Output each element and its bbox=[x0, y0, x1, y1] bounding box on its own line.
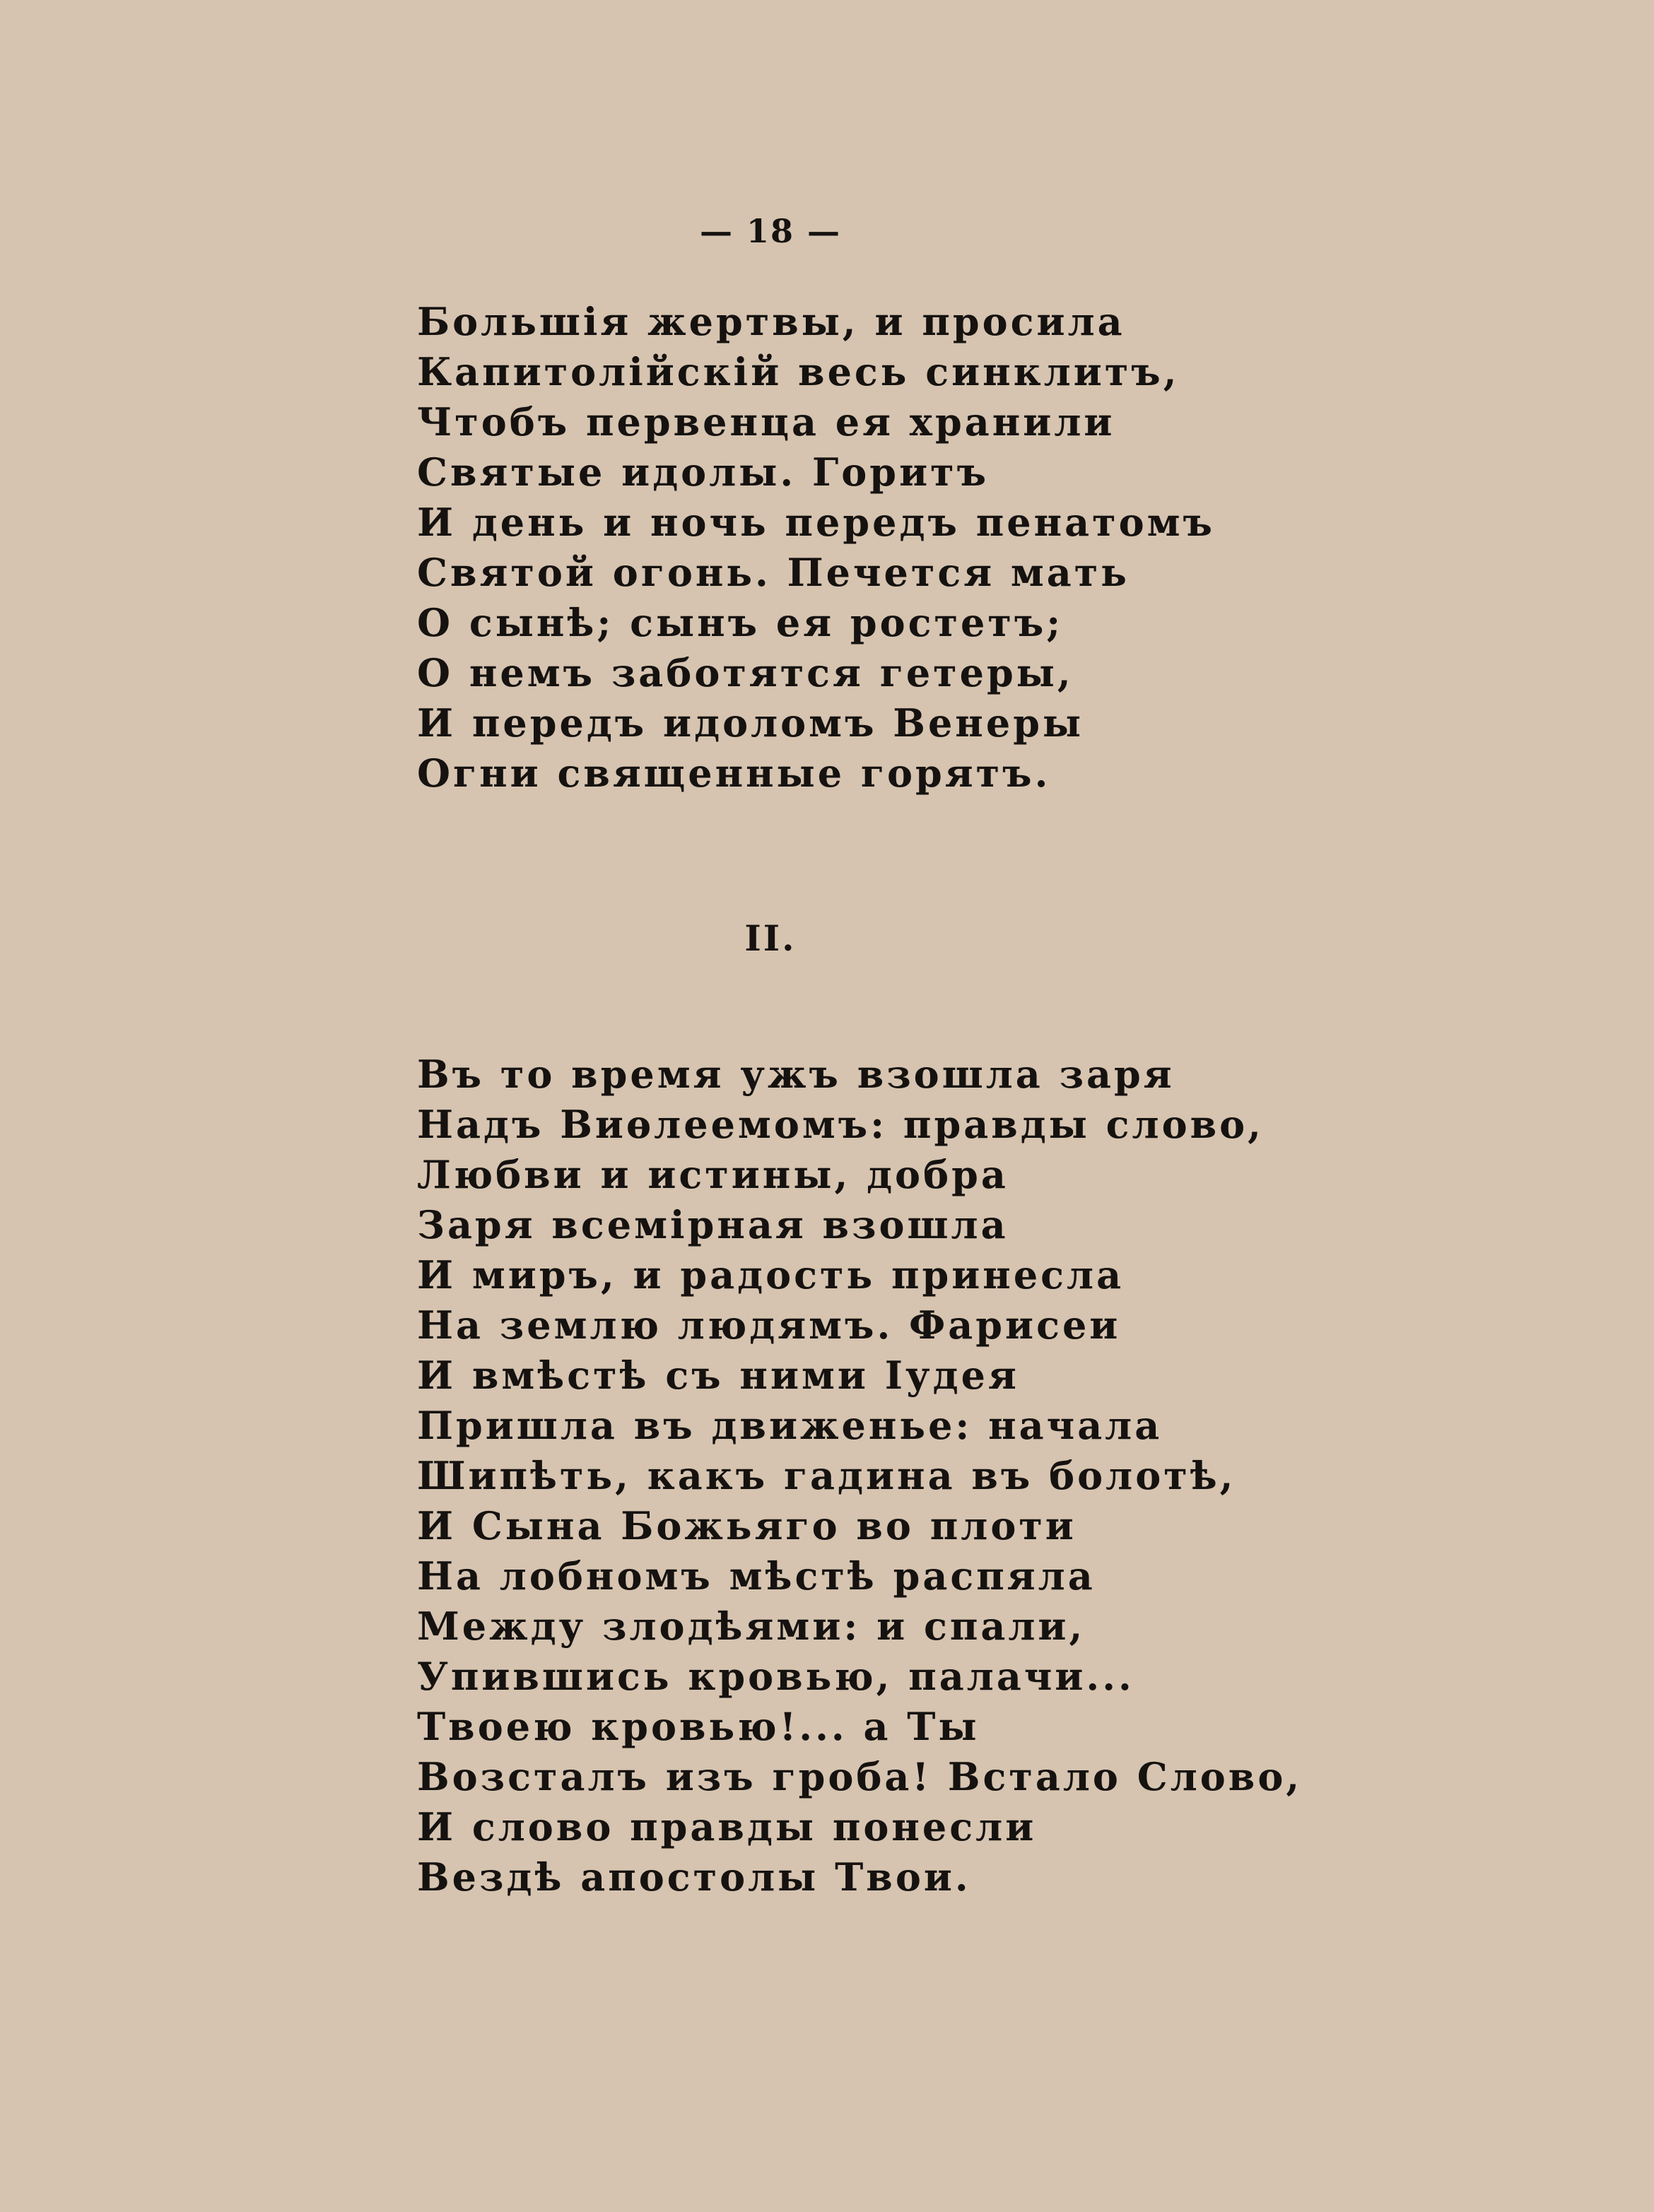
poem-line: И слово правды понесли bbox=[417, 1804, 1037, 1849]
poem-line: На лобномъ мѣстѣ распяла bbox=[417, 1553, 1096, 1599]
poem-line: Упившись кровью, палачи... bbox=[417, 1654, 1134, 1699]
poem-line: И Сына Божьяго во плоти bbox=[417, 1503, 1077, 1548]
poem-line: Шипѣть, какъ гадина въ болотѣ, bbox=[417, 1453, 1236, 1498]
poem-line: Пришла въ движенье: начала bbox=[417, 1403, 1163, 1448]
poem-line: Заря всемірная взошла bbox=[417, 1202, 1009, 1247]
poem-line: И вмѣстѣ съ ними Іудея bbox=[417, 1353, 1019, 1398]
poem-line: Вездѣ апостолы Твои. bbox=[417, 1854, 971, 1900]
poem-line: Святой огонь. Печется мать bbox=[417, 550, 1130, 595]
poem-line: И день и ночь передъ пенатомъ bbox=[417, 500, 1215, 545]
poem-line: Огни священные горятъ. bbox=[417, 751, 1051, 796]
poem-line: И миръ, и радость принесла bbox=[417, 1252, 1125, 1298]
poem-line: Капитолійскій весь синклитъ, bbox=[417, 349, 1180, 394]
poem-line: Надъ Виѳлеемомъ: правды слово, bbox=[417, 1102, 1264, 1147]
poem-line: Твоею кровью!... а Ты bbox=[417, 1704, 980, 1749]
poem-line: Большія жертвы, и просила bbox=[417, 299, 1125, 344]
poem-line: О немъ заботятся гетеры, bbox=[417, 650, 1074, 695]
poem-stanza-1 bbox=[417, 297, 1619, 799]
poem-line: Возсталъ изъ гроба! Встало Слово, bbox=[417, 1754, 1303, 1799]
poem-line: Любви и истины, добра bbox=[417, 1152, 1009, 1197]
poem-stanza-2 bbox=[417, 1049, 1619, 1902]
poem-line: Между злодѣями: и спали, bbox=[417, 1604, 1086, 1649]
poem-line: Въ то время ужъ взошла заря bbox=[417, 1052, 1175, 1097]
poem-line: О сынѣ; сынъ ея ростетъ; bbox=[417, 600, 1064, 645]
poem-line: Чтобъ первенца ея хранили bbox=[417, 399, 1115, 445]
poem-line: Святые идолы. Горитъ bbox=[417, 449, 989, 495]
section-heading: II. bbox=[744, 917, 797, 959]
page-number: — 18 — bbox=[699, 212, 842, 250]
poem-line: На землю людямъ. Фарисеи bbox=[417, 1302, 1121, 1348]
poem-line: И передъ идоломъ Венеры bbox=[417, 700, 1084, 746]
